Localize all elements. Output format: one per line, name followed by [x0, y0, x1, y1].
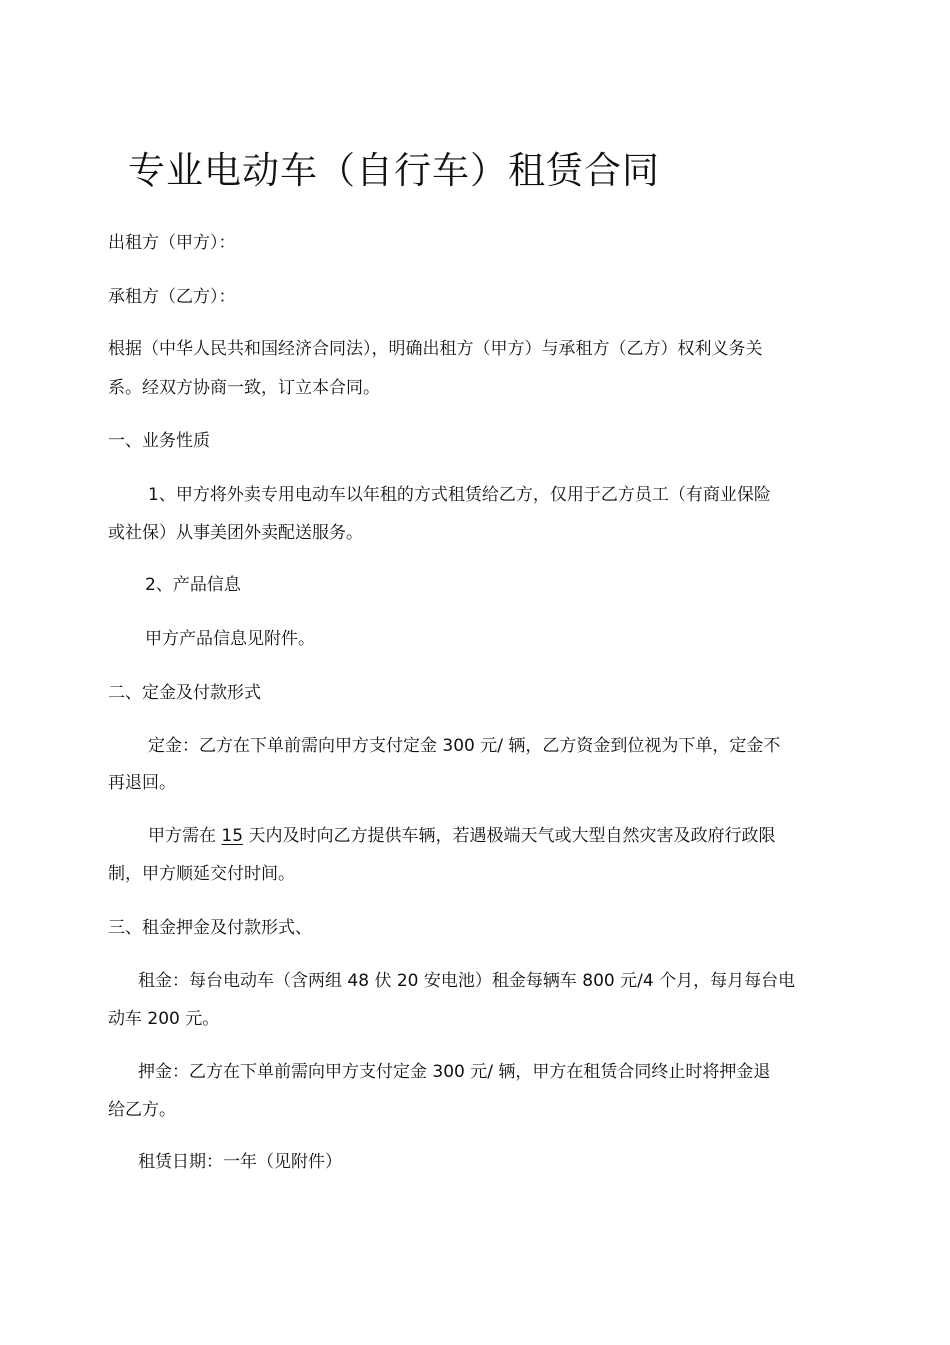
deposit-line-2: 再退回。	[108, 773, 176, 793]
section-3-heading: 三、租金押金及付款形式、	[108, 918, 312, 938]
delivery-days: 15	[221, 826, 244, 846]
delivery-suffix: 天内及时向乙方提供车辆，若遇极端天气或大型自然灾害及政府行政限	[243, 826, 776, 846]
section-1-item-2-text: 甲方产品信息见附件。	[145, 629, 315, 649]
pledge-line-1: 押金：乙方在下单前需向甲方支付定金 300 元/ 辆，甲方在租赁合同终止时将押金退	[138, 1062, 771, 1082]
lessee-label: 承租方（乙方）：	[108, 287, 236, 307]
document-title: 专业电动车（自行车）租赁合同	[128, 149, 660, 192]
lease-term: 租赁日期：一年（见附件）	[138, 1152, 342, 1172]
section-2-heading: 二、定金及付款形式	[108, 683, 261, 703]
rent-line-1: 租金：每台电动车（含两组 48 伏 20 安电池）租金每辆车 800 元/4 个月，每月每台电	[138, 971, 796, 991]
delivery-prefix: 甲方需在	[148, 826, 222, 846]
preamble-line-2: 系。经双方协商一致，订立本合同。	[108, 378, 380, 398]
section-1-heading: 一、业务性质	[108, 431, 210, 451]
pledge-line-2: 给乙方。	[108, 1100, 176, 1120]
rent-line-2: 动车 200 元。	[108, 1009, 220, 1029]
section-1-item-1-line-2: 或社保）从事美团外卖配送服务。	[108, 523, 363, 543]
preamble-line-1: 根据（中华人民共和国经济合同法），明确出租方（甲方）与承租方（乙方）权利义务关	[108, 339, 763, 359]
deposit-line-1: 定金：乙方在下单前需向甲方支付定金 300 元/ 辆，乙方资金到位视为下单，定金不	[148, 736, 781, 756]
delivery-line-1	[148, 821, 775, 846]
section-1-item-2-heading: 2、产品信息	[145, 575, 241, 595]
lessor-label: 出租方（甲方）：	[108, 233, 236, 253]
section-1-item-1-line-1: 1、甲方将外卖专用电动车以年租的方式租赁给乙方，仅用于乙方员工（有商业保险	[148, 485, 771, 505]
delivery-line-2: 制，甲方顺延交付时间。	[108, 864, 295, 884]
